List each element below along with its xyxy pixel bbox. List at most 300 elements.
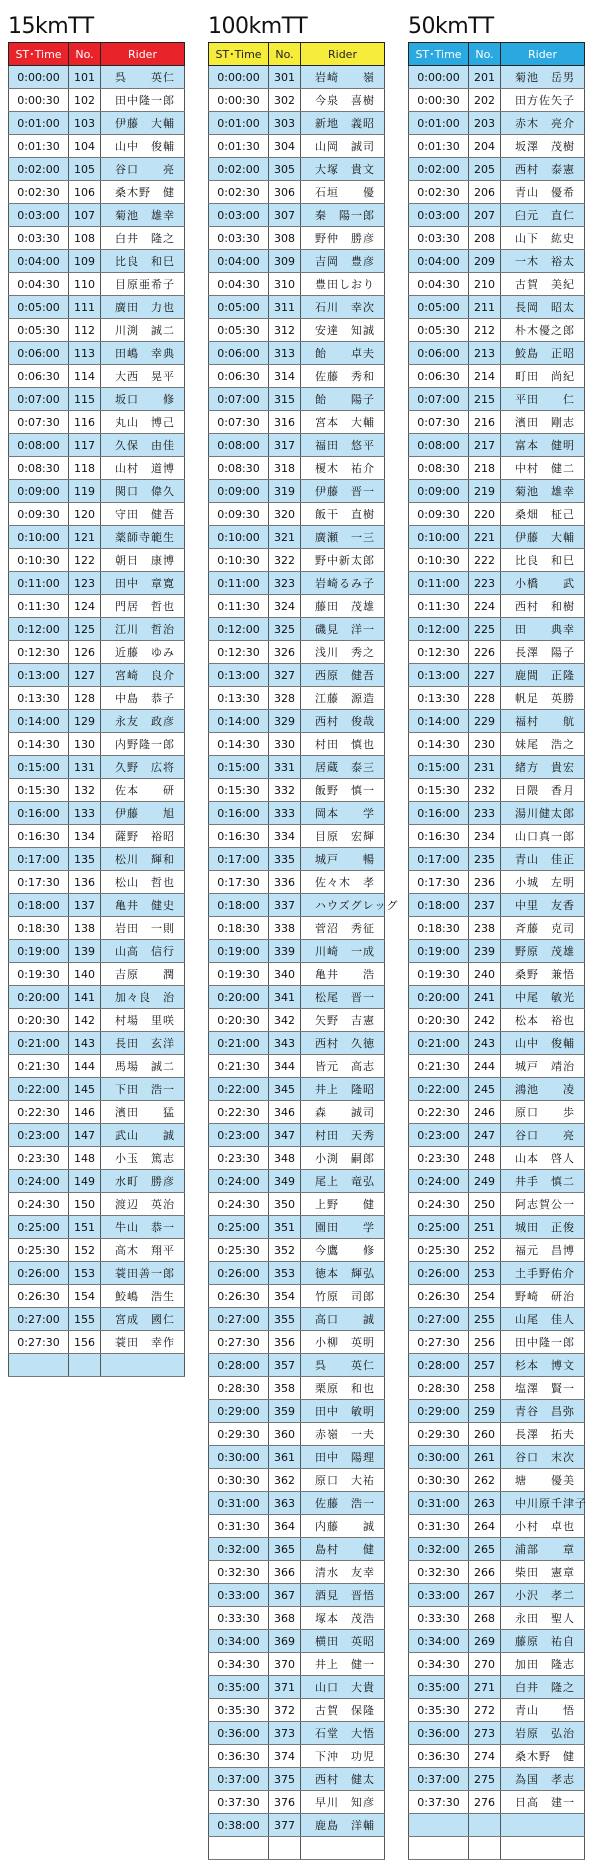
header-number: No. [469,43,501,66]
rider-name-cell: 佐々木 孝 [301,871,385,894]
header-rider: Rider [501,43,585,66]
rider-number-cell: 155 [69,1308,101,1331]
table-row [209,1515,385,1538]
table-row [409,1630,585,1653]
rider-number-cell: 219 [469,480,501,503]
rider-name-cell: 塘 優美 [501,1469,585,1492]
table-row [9,549,185,572]
start-time-cell: 0:21:30 [209,1055,269,1078]
table-row [409,1561,585,1584]
table-row [409,549,585,572]
rider-number-cell: 136 [69,871,101,894]
start-time-cell: 0:24:00 [409,1170,469,1193]
start-time-cell: 0:01:00 [409,112,469,135]
rider-name-cell: 青谷 昌弥 [501,1400,585,1423]
rider-number-cell: 140 [69,963,101,986]
rider-number-cell [69,1354,101,1377]
start-time-cell: 0:10:00 [9,526,69,549]
rider-number-cell: 235 [469,848,501,871]
rider-number-cell: 210 [469,273,501,296]
rider-name-cell: 中里 友香 [501,894,585,917]
rider-number-cell: 214 [469,365,501,388]
start-time-cell: 0:13:00 [409,664,469,687]
start-time-cell: 0:05:30 [409,319,469,342]
rider-name-cell: 徳本 輝弘 [301,1262,385,1285]
start-time-cell: 0:15:00 [209,756,269,779]
start-time-cell: 0:20:30 [9,1009,69,1032]
table-row [9,89,185,112]
rider-number-cell: 373 [269,1722,301,1745]
rider-number-cell: 117 [69,434,101,457]
table-row [409,296,585,319]
table-row [409,1101,585,1124]
start-time-cell: 0:10:30 [409,549,469,572]
start-time-cell: 0:08:00 [209,434,269,457]
rider-name-cell: 川渕 誠二 [101,319,185,342]
table-row [209,1400,385,1423]
table-row [409,1492,585,1515]
start-time-cell: 0:12:00 [209,618,269,641]
rider-name-cell: 加田 隆志 [501,1653,585,1676]
start-time-cell: 0:22:30 [9,1101,69,1124]
table-row [409,1768,585,1791]
rider-name-cell: 小城 左明 [501,871,585,894]
rider-number-cell: 238 [469,917,501,940]
table-row [9,1078,185,1101]
start-time-cell: 0:16:00 [209,802,269,825]
rider-name-cell: 岩崎るみ子 [301,572,385,595]
rider-number-cell: 124 [69,595,101,618]
start-time-cell: 0:01:00 [209,112,269,135]
rider-number-cell: 237 [469,894,501,917]
table-row [209,1009,385,1032]
rider-name-cell: 渡辺 英治 [101,1193,185,1216]
rider-number-cell: 203 [469,112,501,135]
start-time-cell: 0:19:00 [409,940,469,963]
rider-number-cell: 205 [469,158,501,181]
start-time-cell: 0:34:00 [209,1630,269,1653]
header-number: No. [269,43,301,66]
rider-name-cell: 小玉 篤志 [101,1147,185,1170]
table-row [9,434,185,457]
rider-name-cell: 谷口 末次 [501,1446,585,1469]
rider-name-cell: 白井 隆之 [501,1676,585,1699]
rider-name-cell: 目原 宏輝 [301,825,385,848]
rider-name-cell: 大西 晃平 [101,365,185,388]
rider-number-cell: 371 [269,1676,301,1699]
table-header-row [409,43,585,66]
table-row [209,388,385,411]
table-row [9,181,185,204]
rider-name-cell: 安達 知誠 [301,319,385,342]
table-row [9,503,185,526]
start-time-cell: 0:02:30 [9,181,69,204]
rider-name-cell: 佐藤 秀和 [301,365,385,388]
start-time-cell: 0:31:00 [209,1492,269,1515]
rider-number-cell: 121 [69,526,101,549]
rider-number-cell: 230 [469,733,501,756]
start-time-cell: 0:23:30 [209,1147,269,1170]
start-time-cell: 0:03:00 [209,204,269,227]
table-row [409,1377,585,1400]
start-time-cell: 0:04:30 [209,273,269,296]
start-time-cell: 0:23:00 [409,1124,469,1147]
rider-number-cell: 330 [269,733,301,756]
rider-name-cell: 妹尾 浩之 [501,733,585,756]
start-time-cell: 0:04:30 [409,273,469,296]
rider-name-cell: 山村 道博 [101,457,185,480]
table-row [9,480,185,503]
table-row [209,1538,385,1561]
rider-name-cell: 牛山 恭一 [101,1216,185,1239]
start-time-cell: 0:25:30 [409,1239,469,1262]
rider-name-cell: 桑野 兼悟 [501,963,585,986]
table-row [409,986,585,1009]
rider-number-cell: 130 [69,733,101,756]
rider-name-cell: 西村 泰憲 [501,158,585,181]
rider-number-cell: 313 [269,342,301,365]
start-time-cell: 0:19:00 [9,940,69,963]
table-row [409,526,585,549]
rider-number-cell: 240 [469,963,501,986]
header-st-time: ST･Time [209,43,269,66]
rider-number-cell [269,1837,301,1860]
start-time-cell: 0:37:00 [409,1768,469,1791]
start-time-cell: 0:25:30 [209,1239,269,1262]
rider-number-cell: 337 [269,894,301,917]
rider-name-cell: 内野隆一郎 [101,733,185,756]
rider-number-cell: 367 [269,1584,301,1607]
rider-name-cell: 横田 英昭 [301,1630,385,1653]
rider-name-cell: 西村 久徳 [301,1032,385,1055]
rider-name-cell: 一木 裕太 [501,250,585,273]
table-row [209,1676,385,1699]
rider-name-cell: 田嶋 幸典 [101,342,185,365]
rider-name-cell: 永田 聖人 [501,1607,585,1630]
rider-number-cell: 248 [469,1147,501,1170]
table-row [409,434,585,457]
start-time-cell: 0:05:30 [209,319,269,342]
start-time-cell: 0:28:00 [409,1354,469,1377]
rider-name-cell: 菅沼 秀征 [301,917,385,940]
start-time-cell: 0:03:30 [409,227,469,250]
start-time-cell: 0:27:30 [9,1331,69,1354]
start-time-cell: 0:19:30 [209,963,269,986]
start-time-cell: 0:15:00 [9,756,69,779]
table-row [409,1722,585,1745]
rider-number-cell: 269 [469,1630,501,1653]
start-time-cell: 0:12:30 [409,641,469,664]
table-row [209,710,385,733]
rider-number-cell: 101 [69,66,101,89]
start-time-cell: 0:18:00 [409,894,469,917]
table-body [409,66,585,1860]
rider-name-cell: 今泉 喜樹 [301,89,385,112]
rider-name-cell: 臼元 直仁 [501,204,585,227]
rider-number-cell: 122 [69,549,101,572]
rider-name-cell: 守田 健吾 [101,503,185,526]
start-time-cell: 0:02:00 [409,158,469,181]
table-row [9,250,185,273]
rider-name-cell: 福元 昌博 [501,1239,585,1262]
table-row [409,572,585,595]
rider-name-cell: 比良 和巳 [501,549,585,572]
table-row [209,503,385,526]
table-row [409,503,585,526]
rider-name-cell: 呉 英仁 [301,1354,385,1377]
start-time-cell: 0:36:00 [209,1722,269,1745]
rider-number-cell: 107 [69,204,101,227]
rider-name-cell: 緒方 貴宏 [501,756,585,779]
rider-number-cell: 366 [269,1561,301,1584]
rider-number-cell: 326 [269,641,301,664]
rider-name-cell: 丸山 博己 [101,411,185,434]
rider-name-cell: 田方佐矢子 [501,89,585,112]
table-row [209,1607,385,1630]
table-row [9,779,185,802]
rider-number-cell: 135 [69,848,101,871]
rider-number-cell: 141 [69,986,101,1009]
rider-number-cell: 328 [269,687,301,710]
rider-name-cell: 菊池 雄幸 [101,204,185,227]
start-time-cell: 0:11:00 [209,572,269,595]
start-time-cell: 0:20:00 [409,986,469,1009]
rider-name-cell: 石川 幸次 [301,296,385,319]
rider-name-cell: 松尾 晋一 [301,986,385,1009]
table-row [409,1009,585,1032]
start-time-cell: 0:36:30 [209,1745,269,1768]
event-title: 15kmTT [8,14,94,39]
start-time-cell: 0:06:30 [409,365,469,388]
table-row [409,1538,585,1561]
rider-number-cell: 202 [469,89,501,112]
rider-name-cell: 高木 翔平 [101,1239,185,1262]
table-row [209,1561,385,1584]
rider-number-cell: 144 [69,1055,101,1078]
start-time-cell: 0:22:30 [209,1101,269,1124]
table-row [209,1055,385,1078]
table-row [209,1285,385,1308]
table-row [9,66,185,89]
start-time-cell: 0:24:30 [9,1193,69,1216]
table-row [409,388,585,411]
rider-name-cell: 久保 由佳 [101,434,185,457]
start-time-cell: 0:32:30 [409,1561,469,1584]
table-row [209,986,385,1009]
rider-name-cell: 小渕 嗣郎 [301,1147,385,1170]
table-row [409,802,585,825]
table-row [9,871,185,894]
start-time-cell: 0:15:30 [209,779,269,802]
table-row [9,1193,185,1216]
start-time-cell: 0:12:30 [9,641,69,664]
start-time-cell: 0:29:00 [409,1400,469,1423]
rider-number-cell: 243 [469,1032,501,1055]
start-time-cell: 0:25:30 [9,1239,69,1262]
rider-name-cell: 土手野佑介 [501,1262,585,1285]
rider-name-cell: 比良 和巳 [101,250,185,273]
table-row [209,296,385,319]
rider-name-cell: 野崎 研治 [501,1285,585,1308]
rider-name-cell: 呉 英仁 [101,66,185,89]
start-time-cell: 0:07:30 [9,411,69,434]
start-time-cell: 0:22:00 [9,1078,69,1101]
table-row [209,802,385,825]
rider-name-cell: 平田 仁 [501,388,585,411]
rider-name-cell: 田中 陽理 [301,1446,385,1469]
rider-name-cell: 山中 俊輔 [501,1032,585,1055]
table-row [409,917,585,940]
rider-number-cell: 364 [269,1515,301,1538]
start-time-cell: 0:20:30 [209,1009,269,1032]
table-row [209,641,385,664]
rider-name-cell: 西村 健太 [301,1768,385,1791]
table-row [409,825,585,848]
table-row [409,1032,585,1055]
start-time-cell: 0:06:00 [409,342,469,365]
start-time-cell: 0:08:30 [9,457,69,480]
table-row [209,618,385,641]
start-time-cell: 0:20:00 [209,986,269,1009]
rider-name-cell: 吉岡 豊彦 [301,250,385,273]
rider-number-cell: 252 [469,1239,501,1262]
table-row [209,204,385,227]
rider-number-cell: 215 [469,388,501,411]
start-time-cell: 0:25:00 [209,1216,269,1239]
rider-number-cell: 152 [69,1239,101,1262]
table-row [9,641,185,664]
table-row [209,549,385,572]
rider-name-cell: 藤田 茂雄 [301,595,385,618]
rider-name-cell: 森 誠司 [301,1101,385,1124]
start-time-cell: 0:09:00 [9,480,69,503]
table-row [9,227,185,250]
rider-name-cell: 上野 健 [301,1193,385,1216]
table-row [409,1331,585,1354]
rider-number-cell: 307 [269,204,301,227]
start-time-cell: 0:34:30 [409,1653,469,1676]
table-row [9,112,185,135]
rider-number-cell: 340 [269,963,301,986]
table-row [209,66,385,89]
rider-name-cell: 豊田しおり [301,273,385,296]
start-time-cell: 0:18:00 [9,894,69,917]
table-row [209,1653,385,1676]
rider-number-cell: 303 [269,112,301,135]
table-row [409,342,585,365]
rider-number-cell: 213 [469,342,501,365]
rider-name-cell: 桑木野 健 [501,1745,585,1768]
rider-number-cell: 156 [69,1331,101,1354]
start-time-cell: 0:05:00 [9,296,69,319]
start-time-cell: 0:27:00 [209,1308,269,1331]
rider-number-cell: 368 [269,1607,301,1630]
rider-name-cell [501,1837,585,1860]
rider-number-cell: 119 [69,480,101,503]
start-time-cell: 0:02:30 [209,181,269,204]
rider-name-cell: 塚本 茂浩 [301,1607,385,1630]
start-time-cell: 0:35:30 [409,1699,469,1722]
start-time-cell: 0:19:00 [209,940,269,963]
start-time-cell: 0:26:30 [9,1285,69,1308]
rider-number-cell: 306 [269,181,301,204]
start-time-cell: 0:34:00 [409,1630,469,1653]
rider-number-cell: 104 [69,135,101,158]
rider-number-cell: 127 [69,664,101,687]
start-time-cell: 0:04:30 [9,273,69,296]
rider-name-cell: 田 典幸 [501,618,585,641]
rider-name-cell: 山口 大貴 [301,1676,385,1699]
rider-name-cell: 榎木 祐介 [301,457,385,480]
table-row [209,1768,385,1791]
table-row [409,66,585,89]
rider-name-cell: 園田 学 [301,1216,385,1239]
rider-name-cell: 関口 偉久 [101,480,185,503]
rider-number-cell: 322 [269,549,301,572]
rider-name-cell: 為国 孝志 [501,1768,585,1791]
table-row [409,595,585,618]
start-time-cell: 0:11:30 [209,595,269,618]
start-time-cell: 0:08:30 [409,457,469,480]
rider-name-cell: 中村 健二 [501,457,585,480]
table-row [209,940,385,963]
start-time-cell: 0:14:30 [409,733,469,756]
rider-number-cell: 312 [269,319,301,342]
event-title: 50kmTT [408,14,494,39]
table-row [9,457,185,480]
rider-name-cell: 野原 茂雄 [501,940,585,963]
rider-number-cell: 316 [269,411,301,434]
start-time-cell: 0:23:00 [209,1124,269,1147]
start-time-cell: 0:17:00 [209,848,269,871]
rider-number-cell: 346 [269,1101,301,1124]
table-row [409,273,585,296]
rider-name-cell: 久野 広将 [101,756,185,779]
start-time-cell: 0:03:30 [209,227,269,250]
start-time-cell [9,1354,69,1377]
rider-number-cell: 309 [269,250,301,273]
table-row [9,1101,185,1124]
start-time-cell: 0:33:30 [209,1607,269,1630]
rider-name-cell: 石堂 大悟 [301,1722,385,1745]
rider-number-cell: 249 [469,1170,501,1193]
table-row [209,411,385,434]
rider-name-cell: 杉本 博文 [501,1354,585,1377]
rider-name-cell: 中尾 敏光 [501,986,585,1009]
start-time-cell: 0:06:30 [9,365,69,388]
start-time-cell: 0:09:30 [9,503,69,526]
table-row [409,1147,585,1170]
table-row [409,710,585,733]
rider-name-cell: 今鷹 修 [301,1239,385,1262]
start-time-cell: 0:15:30 [9,779,69,802]
rider-number-cell: 357 [269,1354,301,1377]
start-time-cell: 0:25:00 [409,1216,469,1239]
table-row [409,894,585,917]
rider-number-cell: 148 [69,1147,101,1170]
rider-number-cell: 308 [269,227,301,250]
rider-number-cell: 355 [269,1308,301,1331]
rider-name-cell: 大塚 貴文 [301,158,385,181]
rider-name-cell: 清水 友幸 [301,1561,385,1584]
table-row [9,802,185,825]
table-row [209,526,385,549]
table-row [209,687,385,710]
rider-number-cell: 253 [469,1262,501,1285]
table-row [209,1078,385,1101]
start-time-cell: 0:26:30 [209,1285,269,1308]
table-row [209,112,385,135]
